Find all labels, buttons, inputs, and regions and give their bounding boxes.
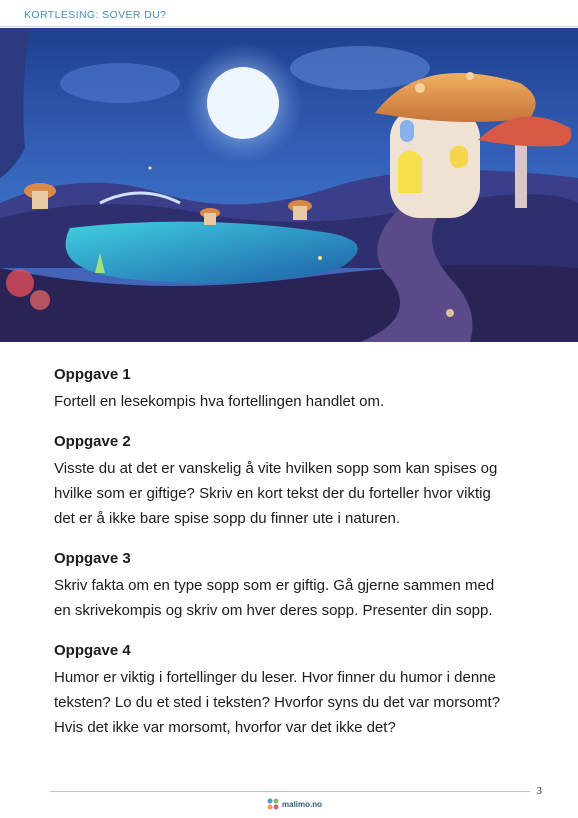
logo-text: malimo.no bbox=[282, 799, 323, 809]
footer-divider bbox=[50, 791, 530, 792]
task-3 bbox=[54, 549, 524, 623]
task-line: teksten? Lo du et sted i teksten? Hvorfor syns du det var morsomt? bbox=[54, 694, 501, 711]
malimo-logo-icon bbox=[266, 797, 280, 811]
task-line: Visste du at det er vanskelig å vite hvilken sopp som kan spises og bbox=[54, 460, 498, 477]
task-body bbox=[54, 573, 524, 623]
task-body bbox=[54, 389, 524, 414]
task-line: Skriv fakta om en type sopp som er giftig. Gå gjerne sammen med bbox=[54, 577, 495, 594]
task-line: Hvis det ikke var morsomt, hvorfor var det ikke det? bbox=[54, 719, 396, 736]
header-divider bbox=[0, 26, 578, 27]
night-mushroom-village-illustration bbox=[0, 28, 578, 342]
task-title: Oppgave 3 bbox=[54, 550, 131, 567]
task-line: Humor er viktig i fortellinger du leser. Hvor finner du humor i denne bbox=[54, 669, 496, 686]
task-2 bbox=[54, 432, 524, 531]
task-body bbox=[54, 665, 524, 740]
header-title: KORTLESING: SOVER DU? bbox=[24, 9, 167, 21]
story-illustration bbox=[0, 28, 578, 342]
task-title: Oppgave 1 bbox=[54, 366, 131, 383]
malimo-logo bbox=[266, 797, 322, 811]
page-number: 3 bbox=[536, 785, 542, 797]
task-line: en skrivekompis og skriv om hver deres sopp. Presenter din sopp. bbox=[54, 602, 493, 619]
task-line: hvilke som er giftige? Skriv en kort tekst der du forteller hvor viktig bbox=[54, 485, 491, 502]
task-line: det er å ikke bare spise sopp du finner ute i naturen. bbox=[54, 510, 401, 527]
task-1 bbox=[54, 365, 524, 414]
task-line: Fortell en lesekompis hva fortellingen handlet om. bbox=[54, 393, 385, 410]
task-title: Oppgave 2 bbox=[54, 433, 131, 450]
task-list bbox=[54, 365, 524, 758]
task-4 bbox=[54, 641, 524, 740]
task-title: Oppgave 4 bbox=[54, 642, 131, 659]
task-body bbox=[54, 456, 524, 531]
page-header bbox=[0, 0, 578, 28]
